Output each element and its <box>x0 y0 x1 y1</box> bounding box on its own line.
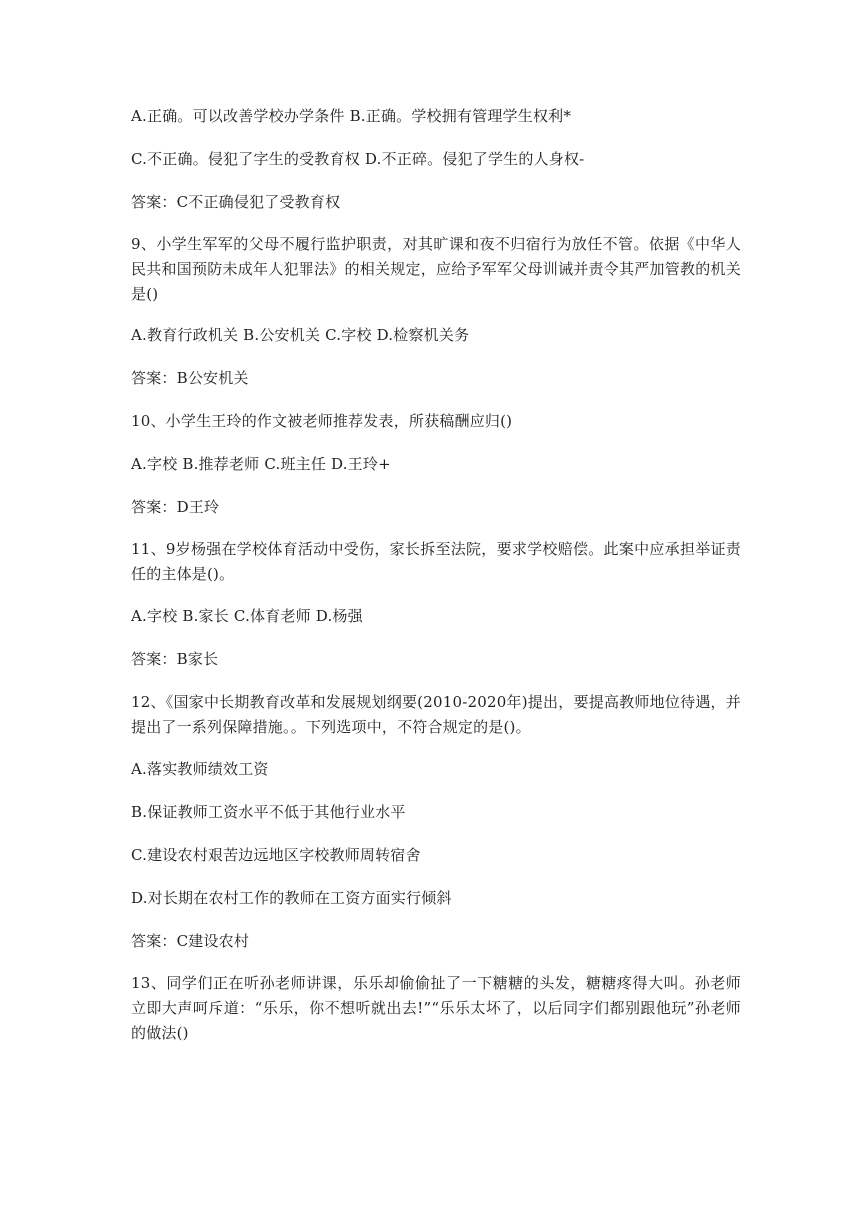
question-10: 10、小学生王玲的作文被老师推荐发表，所获稿酬应归() <box>131 412 513 430</box>
answer-10: 答案：D王玲 <box>131 498 220 516</box>
options-11: A.字校 B.家长 C.体育老师 D.杨强 <box>131 607 363 625</box>
answer-11: 答案：B家长 <box>131 650 219 668</box>
option-12-c: C.建设农村艰苦边远地区字校教师周转宿舍 <box>131 846 421 864</box>
options-10: A.字校 B.推荐老师 C.班主任 D.王玲+ <box>131 455 391 473</box>
option-line-8-cd: C.不正确。侵犯了字生的受教育权 D.不正碎。侵犯了学生的人身权- <box>131 150 585 168</box>
option-12-a: A.落实教师绩效工资 <box>131 760 269 778</box>
question-11: 11、9岁杨强在学校体育活动中受伤，家长拆至法院，要求学校赔偿。此案中应承担举证责任的主体是()。 <box>131 540 741 583</box>
question-12: 12、《国家中长期教育改革和发展规划纲要(2010-2020年)提出，要提高教师地位待遇，并提出了一系列保障措施。。下列选项中，不符合规定的是()。 <box>131 693 741 736</box>
option-12-d: D.对长期在农村工作的教师在工资方面实行倾斜 <box>131 889 452 907</box>
option-12-b: B.保证教师工资水平不低于其他行业水平 <box>131 803 406 821</box>
question-9: 9、小学生军军的父母不履行监护职责，对其旷课和夜不归宿行为放任不管。依据《中华人民共和国预防未成年人犯罪法》的相关规定，应给予军军父母训诫并责令其严加管教的机关是() <box>131 235 741 303</box>
answer-9: 答案：B公安机关 <box>131 369 249 387</box>
options-9: A.教育行政机关 B.公安机关 C.字校 D.检察机关务 <box>131 326 470 344</box>
question-13: 13、同学们正在听孙老师讲课，乐乐却偷偷扯了一下糖糖的头发，糖糖疼得大叫。孙老师立即大声呵斥道：“乐乐，你不想听就出去!”“乐乐太坏了，以后同字们都别跟他玩”孙老师的做法() <box>131 974 741 1042</box>
answer-12: 答案：C建设农村 <box>131 932 250 950</box>
option-line-8-ab: A.正确。可以改善学校办学条件 B.正确。学校拥有管理学生权利* <box>131 107 572 125</box>
answer-line-8: 答案：C不正确侵犯了受教育权 <box>131 193 341 211</box>
